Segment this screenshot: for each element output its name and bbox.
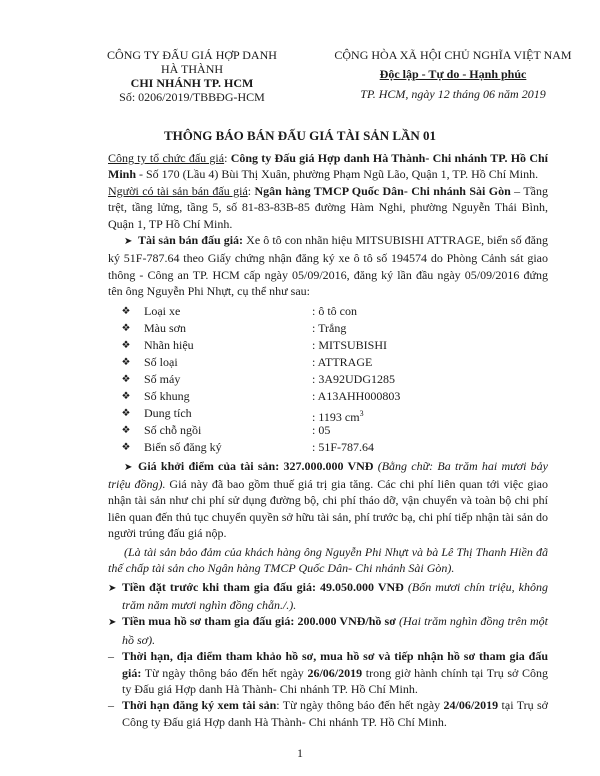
price-words: (Bằng chữ: Ba trăm hai mươi bảy triệu đồng). <box>108 458 548 492</box>
document-number: Số: 0206/2019/TBBĐG-HCM <box>119 90 265 104</box>
asset-label: Tài sản bán đấu giá: <box>138 233 244 248</box>
spec-value-text: : 1193 cm <box>312 409 360 424</box>
docs-text-2: trong giờ hành chính tại Trụ sở Công ty Đấu giá Hợp danh Hà Thành- Chi nhánh TP. Hồ Chí Minh. <box>122 665 549 696</box>
spec-row <box>108 354 548 371</box>
dash-bullet-icon: – <box>108 649 114 664</box>
branch-name: CHI NHÁNH TP. HCM <box>130 76 254 90</box>
document-body <box>108 150 548 730</box>
spec-value: : 05 <box>312 422 331 437</box>
diamond-bullet-icon: ❖ <box>121 424 131 436</box>
asset-text: Xe ô tô con nhãn hiệu MITSUBISHI ATTRAGE, biển số đăng ký 51F-787.64 theo Giấy chứng nhận đăng ký xe ô tô số 194574 do Phòng Cảnh sát giao thông - Công an TP. HCM cấp ngày 05/09/2016, đăng ký lần đầu ngày 05/09/2016 đứng tên ông Nguyễn Phi Nhựt, cụ thể như sau: <box>108 233 548 299</box>
deposit-words: (Bốn mươi chín triệu, không trăm năm mươi nghìn đồng chẵn./.). <box>122 579 548 612</box>
spec-row <box>108 388 548 405</box>
owner-paragraph: Người có tài sản bán đấu giá: Ngân hàng TMCP Quốc Dân- Chi nhánh Sài Gòn – Tầng trệt, tầng lửng, tầng 5, số 81-83-83B-85 đường Hàm Nghi, phường Nguyễn Thái Bình, Quận 1, TP Hồ Chí Minh. <box>108 183 548 231</box>
spec-table <box>108 303 548 456</box>
price-text: Giá này đã bao gồm thuế giá trị gia tăng. Các chi phí liên quan tới việc giao nhận tài sản như chi phí sử dụng đường bộ, chi phí tháo dỡ, vận chuyển và toàn bộ chi phí liên quan đến thủ tục chuyển quyền sở hữu tài sản, phí trước bạ, chi phí tiếp nhận tài sản do người trúng đấu giá nộp. <box>108 477 548 541</box>
fee-paragraph <box>108 613 548 648</box>
company-name-2: HÀ THÀNH <box>160 62 224 76</box>
deposit-paragraph <box>108 579 548 614</box>
org-address: - Số 170 (Lầu 4) Bùi Thị Xuân, phường Phạm Ngũ Lão, Quận 1, TP. Hồ Chí Minh. <box>136 167 539 182</box>
spec-label: Biển số đăng ký <box>144 439 222 454</box>
unit-superscript: 3 <box>359 408 364 418</box>
header-left <box>92 48 292 104</box>
spec-value: : MITSUBISHI <box>312 337 388 352</box>
company-name: CÔNG TY ĐẤU GIÁ HỢP DANH <box>107 48 277 62</box>
dash-bullet-icon: – <box>108 698 114 713</box>
diamond-bullet-icon: ❖ <box>121 373 131 385</box>
arrow-bullet-icon: ➤ <box>108 582 117 594</box>
spec-row <box>108 303 548 320</box>
spec-row <box>108 320 548 337</box>
page-title: THÔNG BÁO BÁN ĐẤU GIÁ TÀI SẢN LẦN 01 <box>163 128 437 143</box>
docs-paragraph <box>108 648 548 697</box>
spec-value: : ATTRAGE <box>312 354 373 369</box>
deposit-label: Tiền đặt trước khi tham gia đấu giá: 49.050.000 VNĐ <box>122 579 404 594</box>
diamond-bullet-icon: ❖ <box>121 390 131 402</box>
price-label: Giá khởi điểm của tài sản: 327.000.000 VNĐ <box>138 458 374 473</box>
view-label: Thời hạn đăng ký xem tài sản <box>122 698 277 713</box>
spec-label: Số khung <box>144 388 190 403</box>
view-text-2: tại Trụ sở Công ty Đấu giá Hợp danh Hà Thành- Chi nhánh TP. Hồ Chí Minh. <box>122 698 549 729</box>
spec-label: Số máy <box>144 371 181 386</box>
diamond-bullet-icon: ❖ <box>121 356 131 368</box>
org-label: Công ty tổ chức đấu giá <box>108 151 225 165</box>
diamond-bullet-icon: ❖ <box>121 441 131 453</box>
collateral-note: (Là tài sản bảo đảm của khách hàng ông Nguyễn Phi Nhựt và bà Lê Thị Thanh Hiền đã thế chấp tài sản cho Ngân hàng TMCP Quốc Dân- Chi nhánh Sài Gòn). <box>108 544 548 576</box>
national-motto: Độc lập - Tự do - Hạnh phúc <box>379 67 527 81</box>
spec-value <box>312 405 548 422</box>
owner-name: Ngân hàng TMCP Quốc Dân- Chi nhánh Sài Gòn <box>254 183 511 198</box>
spec-value: : Trắng <box>312 320 347 335</box>
spec-row <box>108 405 548 422</box>
diamond-bullet-icon: ❖ <box>121 407 131 419</box>
national-title: CỘNG HÒA XÃ HỘI CHỦ NGHĨA VIỆT NAM <box>334 48 572 62</box>
price-paragraph <box>108 458 548 542</box>
docs-date: 26/06/2019 <box>307 665 363 680</box>
spec-label: Dung tích <box>144 405 192 420</box>
owner-address: – Tầng trệt, tầng lửng, tầng 5, số 81-83-83B-85 đường Hàm Nghi, phường Nguyễn Thái Bình, Quận 1, TP Hồ Chí Minh. <box>108 183 548 231</box>
diamond-bullet-icon: ❖ <box>121 305 131 317</box>
spec-value: : ô tô con <box>312 303 357 318</box>
spec-row <box>108 439 548 456</box>
fee-words: (Hai trăm nghìn đồng trên một hồ sơ). <box>122 614 548 647</box>
diamond-bullet-icon: ❖ <box>121 322 131 334</box>
fee-label: Tiền mua hồ sơ tham gia đấu giá: 200.000 VNĐ/hồ sơ <box>122 614 396 629</box>
docs-label: Thời hạn, địa điểm tham khảo hồ sơ, mua hồ sơ và tiếp nhận hồ sơ tham gia đấu giá: <box>122 649 548 680</box>
arrow-bullet-icon: ➤ <box>124 236 133 248</box>
spec-label: Loại xe <box>144 303 181 318</box>
diamond-bullet-icon: ❖ <box>121 339 131 351</box>
spec-label: Số loại <box>144 354 178 369</box>
spec-value: : 51F-787.64 <box>312 439 375 454</box>
spec-value: : A13AHH000803 <box>312 388 401 403</box>
asset-paragraph <box>108 232 548 300</box>
spec-value: : 3A92UDG1285 <box>312 371 395 386</box>
docs-text-1: Từ ngày thông báo đến hết ngày <box>141 665 308 680</box>
page-number: 1 <box>297 746 303 760</box>
view-date: 24/06/2019 <box>443 698 499 713</box>
spec-row <box>108 337 548 354</box>
arrow-bullet-icon: ➤ <box>108 617 117 629</box>
org-paragraph: Công ty tổ chức đấu giá: Công ty Đấu giá Hợp danh Hà Thành- Chi nhánh TP. Hồ Chí Minh - Số 170 (Lầu 4) Bùi Thị Xuân, phường Phạm Ngũ Lão, Quận 1, TP. Hồ Chí Minh. <box>108 151 548 182</box>
org-name: Công ty Đấu giá Hợp danh Hà Thành- Chi nhánh TP. Hồ Chí Minh <box>108 151 548 182</box>
spec-label: Màu sơn <box>144 320 187 335</box>
header-right <box>318 48 588 101</box>
view-paragraph <box>108 697 548 730</box>
spec-label: Nhãn hiệu <box>144 337 194 352</box>
document-date: TP. HCM, ngày 12 tháng 06 năm 2019 <box>360 87 546 101</box>
arrow-bullet-icon: ➤ <box>124 461 133 473</box>
spec-row <box>108 371 548 388</box>
view-text-1: : Từ ngày thông báo đến hết ngày <box>276 698 444 713</box>
spec-label: Số chỗ ngồi <box>144 422 202 437</box>
spec-row <box>108 422 548 439</box>
owner-label: Người có tài sản bán đấu giá <box>108 183 248 198</box>
